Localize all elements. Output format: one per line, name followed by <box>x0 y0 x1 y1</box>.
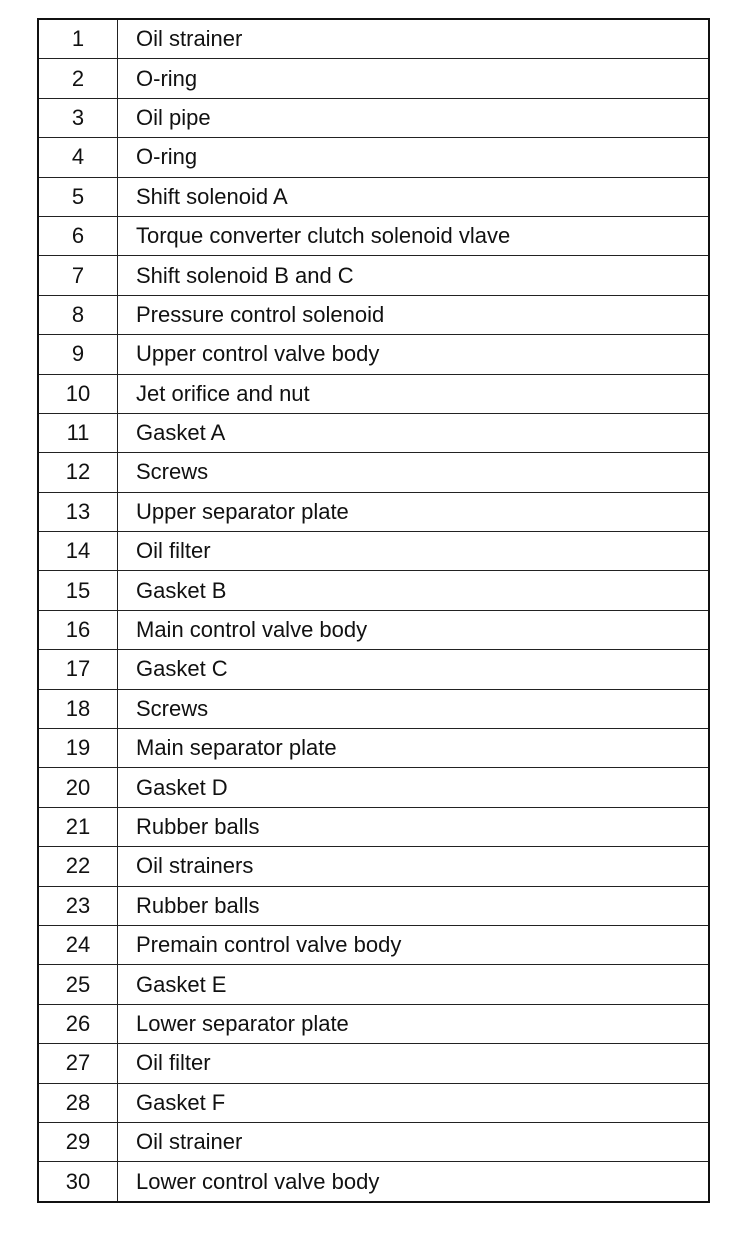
part-description: Gasket D <box>118 768 710 807</box>
part-number: 26 <box>38 1004 118 1043</box>
table-row <box>38 1122 709 1161</box>
part-number: 10 <box>38 374 118 413</box>
part-number: 12 <box>38 453 118 492</box>
part-number: 13 <box>38 492 118 531</box>
part-number: 22 <box>38 847 118 886</box>
part-description: Screws <box>118 689 710 728</box>
table-row <box>38 19 709 59</box>
part-number: 23 <box>38 886 118 925</box>
part-number: 21 <box>38 807 118 846</box>
part-description: Jet orifice and nut <box>118 374 710 413</box>
table-row <box>38 295 709 334</box>
table-row <box>38 59 709 98</box>
table-row <box>38 532 709 571</box>
table-row <box>38 1083 709 1122</box>
part-description: Oil pipe <box>118 98 710 137</box>
part-description: Oil strainers <box>118 847 710 886</box>
table-row <box>38 886 709 925</box>
part-number: 4 <box>38 138 118 177</box>
table-row <box>38 256 709 295</box>
part-description: Oil filter <box>118 532 710 571</box>
part-description: Pressure control solenoid <box>118 295 710 334</box>
table-row <box>38 689 709 728</box>
part-description: Gasket C <box>118 650 710 689</box>
table-row <box>38 492 709 531</box>
table-row <box>38 610 709 649</box>
part-number: 27 <box>38 1044 118 1083</box>
part-description: Gasket E <box>118 965 710 1004</box>
parts-table-body <box>38 19 709 1202</box>
part-description: Oil filter <box>118 1044 710 1083</box>
table-row <box>38 177 709 216</box>
part-description: Screws <box>118 453 710 492</box>
table-row <box>38 138 709 177</box>
part-number: 28 <box>38 1083 118 1122</box>
part-number: 25 <box>38 965 118 1004</box>
table-row <box>38 216 709 255</box>
part-number: 9 <box>38 335 118 374</box>
part-description: Gasket A <box>118 413 710 452</box>
parts-table <box>37 18 710 1203</box>
part-number: 20 <box>38 768 118 807</box>
table-row <box>38 729 709 768</box>
table-row <box>38 413 709 452</box>
part-number: 19 <box>38 729 118 768</box>
part-number: 2 <box>38 59 118 98</box>
part-description: O-ring <box>118 59 710 98</box>
table-row <box>38 1162 709 1202</box>
part-number: 1 <box>38 19 118 59</box>
part-description: Gasket B <box>118 571 710 610</box>
part-description: Upper separator plate <box>118 492 710 531</box>
table-row <box>38 847 709 886</box>
part-description: Torque converter clutch solenoid vlave <box>118 216 710 255</box>
table-row <box>38 571 709 610</box>
part-description: Shift solenoid B and C <box>118 256 710 295</box>
table-row <box>38 98 709 137</box>
table-row <box>38 335 709 374</box>
table-row <box>38 1044 709 1083</box>
part-description: Premain control valve body <box>118 925 710 964</box>
part-number: 18 <box>38 689 118 728</box>
part-number: 15 <box>38 571 118 610</box>
part-number: 16 <box>38 610 118 649</box>
part-description: O-ring <box>118 138 710 177</box>
part-description: Oil strainer <box>118 19 710 59</box>
table-row <box>38 768 709 807</box>
table-row <box>38 374 709 413</box>
part-description: Shift solenoid A <box>118 177 710 216</box>
part-number: 3 <box>38 98 118 137</box>
table-row <box>38 650 709 689</box>
part-number: 17 <box>38 650 118 689</box>
part-description: Lower control valve body <box>118 1162 710 1202</box>
part-description: Main control valve body <box>118 610 710 649</box>
table-row <box>38 965 709 1004</box>
part-number: 6 <box>38 216 118 255</box>
part-number: 29 <box>38 1122 118 1161</box>
table-row <box>38 807 709 846</box>
part-number: 8 <box>38 295 118 334</box>
part-number: 11 <box>38 413 118 452</box>
part-description: Lower separator plate <box>118 1004 710 1043</box>
part-description: Rubber balls <box>118 886 710 925</box>
part-number: 14 <box>38 532 118 571</box>
part-number: 24 <box>38 925 118 964</box>
part-description: Oil strainer <box>118 1122 710 1161</box>
part-number: 7 <box>38 256 118 295</box>
table-row <box>38 453 709 492</box>
part-description: Upper control valve body <box>118 335 710 374</box>
part-number: 5 <box>38 177 118 216</box>
table-row <box>38 1004 709 1043</box>
table-row <box>38 925 709 964</box>
part-description: Main separator plate <box>118 729 710 768</box>
part-description: Rubber balls <box>118 807 710 846</box>
part-number: 30 <box>38 1162 118 1202</box>
part-description: Gasket F <box>118 1083 710 1122</box>
